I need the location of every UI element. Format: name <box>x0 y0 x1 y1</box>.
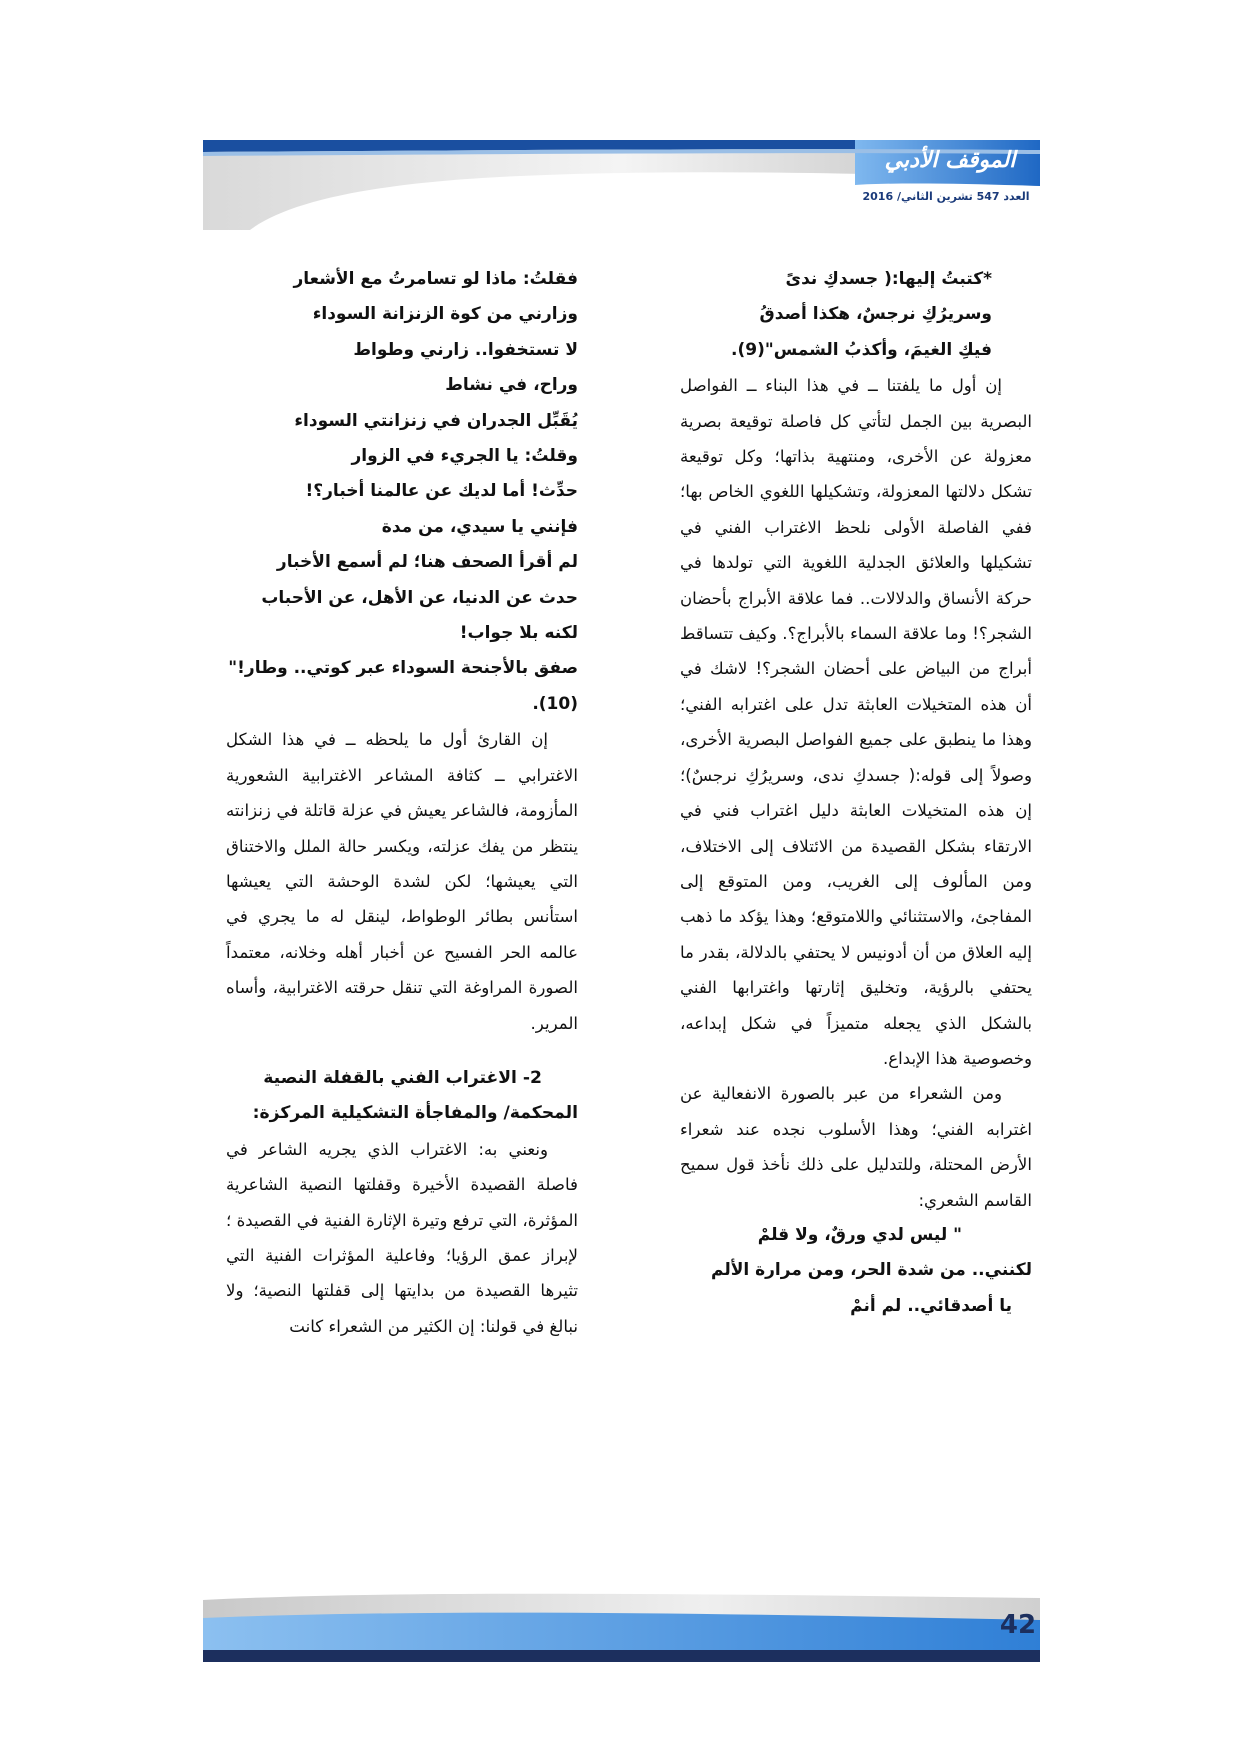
right-column <box>680 262 1032 1532</box>
poem-line: صفق بالأجنحة السوداء عبر كوتي.. وطار!"(10). <box>228 658 578 714</box>
body-paragraph: إن القارئ أول ما يلحظه ــ في هذا الشكل الاغترابي ــ كثافة المشاعر الاغترابية الشعورية المأزومة، فالشاعر يعيش في عزلة قاتلة في زنزانته ينتظر من يفك عزلته، ويكسر حالة الملل والاختناق التي يعيشها؛ لكن لشدة الوحشة التي يعيشها استأنس بطائر الوطواط، لينقل له ما يجري في عالمه الحر الفسيح عن أخبار أهله وخلانه، معتمداً الصورة المراوغة التي تنقل حرقته الاغترابية، وأساه المرير. <box>226 730 578 1033</box>
poem-line: وقلتُ: يا الجريء في الزوار <box>351 446 578 467</box>
poem-line: لكنه بلا جواب! <box>459 623 578 644</box>
poem-line: لا تستخفوا.. زارني وطواط <box>353 339 578 360</box>
section-title: 2- الاغتراب الفني بالقفلة النصية <box>263 1067 542 1088</box>
left-column <box>226 262 578 1532</box>
header-banner <box>0 0 1241 230</box>
body-paragraph: ومن الشعراء من عبر بالصورة الانفعالية عن اغترابه الفني؛ وهذا الأسلوب نجده عند شعراء الأرض المحتلة، وللتدليل على ذلك نأخذ قول سميح القاسم الشعري: <box>680 1084 1032 1210</box>
footer-banner <box>0 1590 1241 1700</box>
poem-line: وسريرُكِ نرجسٌ، هكذا أصدقُ <box>759 304 992 325</box>
poem-line: لكنني.. من شدة الحر، ومن مرارة الألم <box>710 1260 1032 1281</box>
poem-line: *كتبتُ إليها:( جسدكِ ندىً <box>785 269 992 289</box>
poem-line: وزارني من كوة الزنزانة السوداء <box>312 304 578 325</box>
poem-line: يُقَبِّل الجدران في زنزانتي السوداء <box>294 410 578 431</box>
poem-line: فقلتُ: ماذا لو تسامرتُ مع الأشعار <box>293 269 578 289</box>
poem-line: فيكِ الغيمَ، وأكذبُ الشمس"(9). <box>730 339 992 360</box>
poem-line: حدث عن الدنيا، عن الأهل، عن الأحباب <box>261 587 578 608</box>
body-paragraph: ونعني به: الاغتراب الذي يجريه الشاعر في فاصلة القصيدة الأخيرة وقفلتها النصية الشاعرية المؤثرة، التي ترفع وتيرة الإثارة الفنية في القصيدة ؛ لإبراز عمق الرؤيا؛ وفاعلية المؤثرات الفنية التي تثيرها القصيدة من بدايتها إلى قفلتها النصية؛ ولا نبالغ في قولنا: إن الكثير من الشعراء كانت <box>226 1139 578 1336</box>
poem-line: يا أصدقائي.. لم أنمْ <box>850 1295 1012 1316</box>
page-number: 42 <box>999 1610 1037 1640</box>
issue-info: العدد 547 تشرين الثاني/ 2016 <box>862 190 1030 203</box>
poem-line: وراح، في نشاط <box>445 375 578 396</box>
magazine-logo: الموقف الأدبي <box>884 148 1016 173</box>
poem-line: " ليس لدي ورقٌ، ولا قلمْ <box>757 1224 962 1245</box>
poem-line: لم أقرأ الصحف هنا؛ لم أسمع الأخبار <box>276 552 578 573</box>
poem-line: فإنني يا سيدي، من مدة <box>381 516 578 537</box>
section-title: المحكمة/ والمفاجأة التشكيلية المركزة: <box>252 1103 578 1124</box>
poem-line: حدِّث! أما لديك عن عالمنا أخبار؟! <box>305 481 578 502</box>
body-paragraph: إن أول ما يلفتنا ــ في هذا البناء ــ الفواصل البصرية بين الجمل لتأتي كل فاصلة توقيعة بصرية معزولة عن الأخرى، ومنتهية بذاتها؛ وكل توقيعة تشكل دلالتها المعزولة، وتشكيلها اللغوي الخاص بها؛ ففي الفاصلة الأولى نلحظ الاغتراب الفني في تشكيلها والعلائق الجدلية اللغوية التي تولدها في حركة الأنساق والدلالات.. فما علاقة الأبراج بأحضان الشجر؟! وما علاقة السماء بالأبراج؟. وكيف تتساقط أبراج من البياض على أحضان الشجر؟! لاشك في أن هذه المتخيلات العابثة تدل على اغترابه الفني؛ وهذا ما ينطبق على جميع الفواصل البصرية الأخرى، وصولاً إلى قوله:( جسدكِ ندى، وسريرُكِ نرجسٌ)؛ إن هذه المتخيلات العابثة دليل اغتراب فني في الارتقاء بشكل القصيدة من الائتلاف إلى الاختلاف، ومن المألوف إلى الغريب، ومن المتوقع إلى المفاجئ، والاستثنائي واللامتوقع؛ وهذا يؤكد ما ذهب إليه العلاق من أن أدونيس لا يحتفي بالدلالة، بقدر ما يحتفي بالرؤية، وتخليق إثارتها واغترابها الفني بالشكل الذي يجعله متميزاً في شكل إبداعه، وخصوصية هذا الإبداع. <box>680 376 1032 1068</box>
